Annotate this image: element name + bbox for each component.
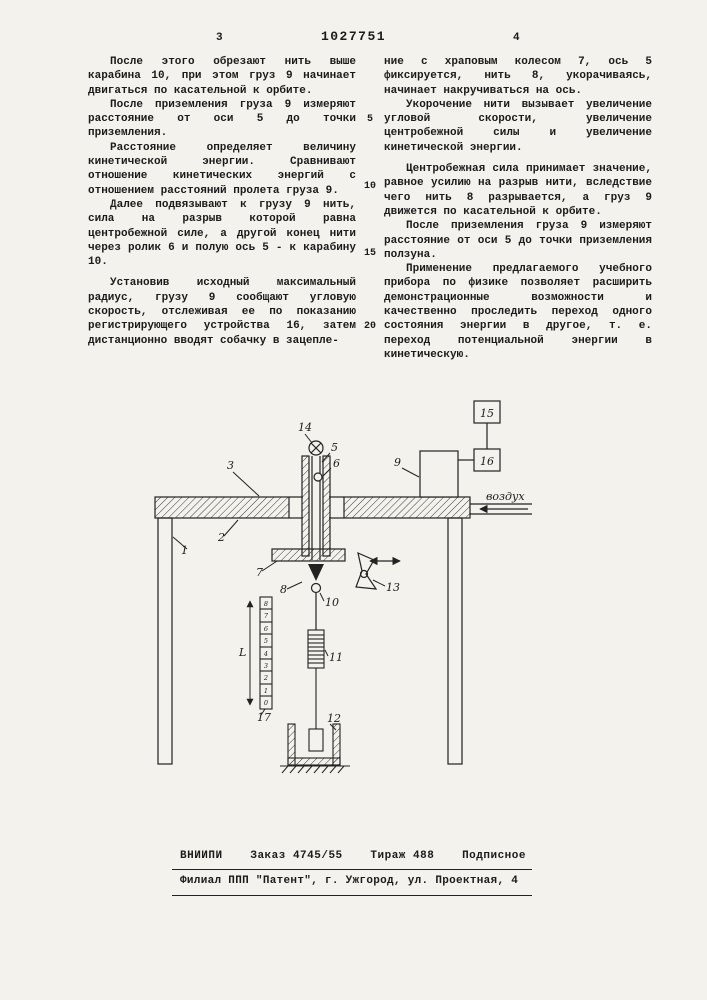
- ruler-digit: 5: [263, 637, 269, 645]
- imprint-line: [180, 850, 526, 862]
- ratchet-wheel: [272, 549, 345, 561]
- imprint-tirazh: Тираж 488: [370, 850, 435, 862]
- page-number-left: 3: [216, 32, 223, 44]
- diagram-label-5: 5: [331, 441, 338, 454]
- cone: [308, 564, 324, 581]
- line-number: 5: [366, 114, 373, 125]
- imprint-address: Филиал ППП "Патент", г. Ужгород, ул. Проектная, 4: [180, 875, 519, 887]
- diagram-label-17: 17: [257, 711, 271, 724]
- diagram-label-15: 15: [480, 407, 494, 420]
- ruler-digit: 0: [263, 699, 269, 707]
- ruler-digit: 8: [263, 600, 269, 608]
- diagram-label-9: 9: [394, 456, 401, 469]
- leader-lines: [173, 434, 419, 730]
- diagram-label-14: 14: [298, 421, 312, 434]
- diagram-label-12: 12: [327, 712, 341, 725]
- diagram-label-7: 7: [256, 566, 263, 579]
- ground-hatching: [280, 766, 350, 773]
- line-number: 15: [363, 248, 376, 259]
- paragraph: Укорочение нити вызывает увеличение угловой скорости, увеличение центробежной силы и увеличение кинетической энергии.: [384, 98, 652, 154]
- ruler-digit: 6: [263, 625, 269, 633]
- shaft-assembly: [302, 456, 330, 560]
- line-number: 20: [363, 321, 376, 332]
- air-tube: [470, 504, 532, 514]
- paragraph: Далее подвязывают к грузу 9 нить, сила на разрыв которой равна центробежной силе, а другой конец нити через ролик 6 и полую ось 5 - к карабину 10.: [88, 198, 356, 269]
- divider: [172, 895, 532, 896]
- lamp-icon: [309, 441, 323, 455]
- carabiner: [312, 584, 321, 631]
- imprint-order: Заказ 4745/55: [250, 850, 343, 862]
- ruler-digit: 3: [263, 662, 269, 670]
- paragraph: После приземления груза 9 измеряют расстояние от оси 5 до точки приземления.: [88, 98, 356, 140]
- paragraph: ние с храповым колесом 7, ось 5 фиксируется, нить 8, укорачиваясь, начинает накручиваться на ось.: [384, 56, 652, 97]
- pulley: [314, 473, 322, 481]
- paragraph: Применение предлагаемого учебного прибора по физике позволяет расширить демонстрационные возможности и качественно проследить переход одного состояния энергии в другое, т. е. переход потенциальной энергии в кинетическую.: [384, 263, 652, 361]
- spring-dynamometer: [308, 630, 324, 729]
- imprint-org: ВНИИПИ: [180, 850, 223, 862]
- ruler-digit: 2: [263, 674, 269, 682]
- diagram-label-8: 8: [280, 583, 287, 596]
- ruler-digit: 4: [263, 650, 269, 658]
- instrument-box: [420, 451, 458, 497]
- ruler-digit: 7: [263, 612, 269, 620]
- paragraph: После этого обрезают нить выше карабина 10, при этом груз 9 начинает двигаться по касательной к орбите.: [88, 56, 356, 97]
- diagram-label-6: 6: [333, 457, 340, 470]
- diagram-label-1: 1: [181, 544, 188, 557]
- imprint-subscription: Подписное: [462, 850, 526, 862]
- diagram-label-13: 13: [386, 581, 400, 594]
- diagram-label-2: 2: [218, 531, 225, 544]
- air-label: воздух: [486, 490, 525, 503]
- diagram-label-16: 16: [480, 455, 494, 468]
- paragraph: Центробежная сила принимает значение, равное усилию на разрыв нити, вследствие чего нить 8 разрывается, а груз 9 движется по касательной к орбите.: [384, 163, 652, 218]
- paragraph: Расстояние определяет величину кинетической энергии. Сравнивают отношение кинетических энергий с отношением расстояний пролета груза 9.: [88, 141, 356, 197]
- document-number: 1027751: [320, 29, 387, 44]
- line-number: 10: [363, 181, 376, 192]
- diagram-label-3: 3: [227, 459, 234, 472]
- paragraph: Установив исходный максимальный радиус, грузу 9 сообщают угловую скорость, отслеживая ее по показанию регистрирующего устройства 16, затем дистанционно вводят собачку в зацепле-: [88, 277, 356, 347]
- ruler-digit: 1: [263, 687, 269, 695]
- vessel: [288, 724, 340, 765]
- page-number-right: 4: [513, 32, 520, 44]
- divider: [172, 869, 532, 870]
- diagram-label-11: 11: [329, 651, 343, 664]
- dimension-label: L: [239, 646, 247, 659]
- paragraph: После приземления груза 9 измеряют расстояние от оси 5 до точки приземления ползуна.: [384, 220, 652, 261]
- diagram-label-10: 10: [325, 596, 339, 609]
